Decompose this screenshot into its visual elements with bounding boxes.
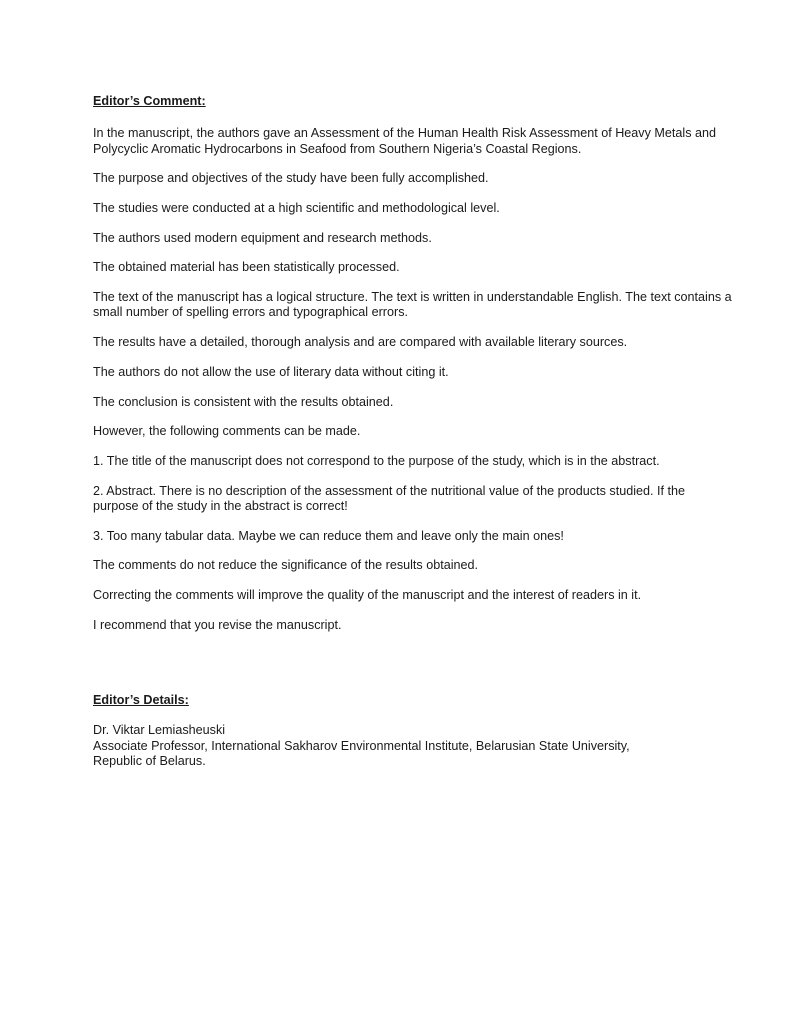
comment-paragraph: The text of the manuscript has a logical structure. The text is written in understandable English. The text contains a small number of spelling errors and typographical errors. — [93, 289, 732, 320]
comment-paragraph: The comments do not reduce the significance of the results obtained. — [93, 558, 479, 573]
editor-name: Dr. Viktar Lemiasheuski — [93, 723, 226, 737]
comment-paragraph: The authors do not allow the use of literary data without citing it. — [93, 364, 449, 379]
comment-paragraph: The purpose and objectives of the study have been fully accomplished. — [93, 171, 489, 186]
comment-paragraph: However, the following comments can be made. — [93, 424, 361, 439]
editor-details-heading: Editor’s Details: — [93, 693, 189, 707]
editor-affiliation-line-1: Associate Professor, International Sakharov Environmental Institute, Belarusian State University, — [93, 738, 630, 753]
editor-details-body — [93, 723, 733, 770]
comment-paragraph: 2. Abstract. There is no description of the assessment of the nutritional value of the products studied. If the purpose of the study in the abstract is correct! — [93, 483, 686, 514]
editor-comment-heading: Editor’s Comment: — [93, 94, 206, 108]
comment-paragraph: 3. Too many tabular data. Maybe we can reduce them and leave only the main ones! — [93, 528, 564, 543]
comment-paragraph: Correcting the comments will improve the quality of the manuscript and the interest of readers in it. — [93, 588, 642, 603]
comment-paragraph: I recommend that you revise the manuscript. — [93, 617, 342, 632]
comment-paragraph: The conclusion is consistent with the results obtained. — [93, 394, 394, 409]
comment-paragraph: In the manuscript, the authors gave an Assessment of the Human Health Risk Assessment of Heavy Metals and Polycyclic Aromatic Hydrocarbons in Seafood from Southern Nigeria’s Coastal Regions. — [93, 126, 717, 156]
editor-affiliation-line-2: Republic of Belarus. — [93, 754, 206, 768]
comment-paragraph: The authors used modern equipment and research methods. — [93, 230, 432, 245]
comment-paragraph: The obtained material has been statistically processed. — [93, 260, 400, 275]
editor-comment-body — [93, 126, 733, 648]
comment-paragraph: 1. The title of the manuscript does not correspond to the purpose of the study, which is in the abstract. — [93, 453, 660, 468]
comment-paragraph: The studies were conducted at a high scientific and methodological level. — [93, 200, 500, 215]
comment-paragraph: The results have a detailed, thorough analysis and are compared with available literary sources. — [93, 335, 628, 350]
